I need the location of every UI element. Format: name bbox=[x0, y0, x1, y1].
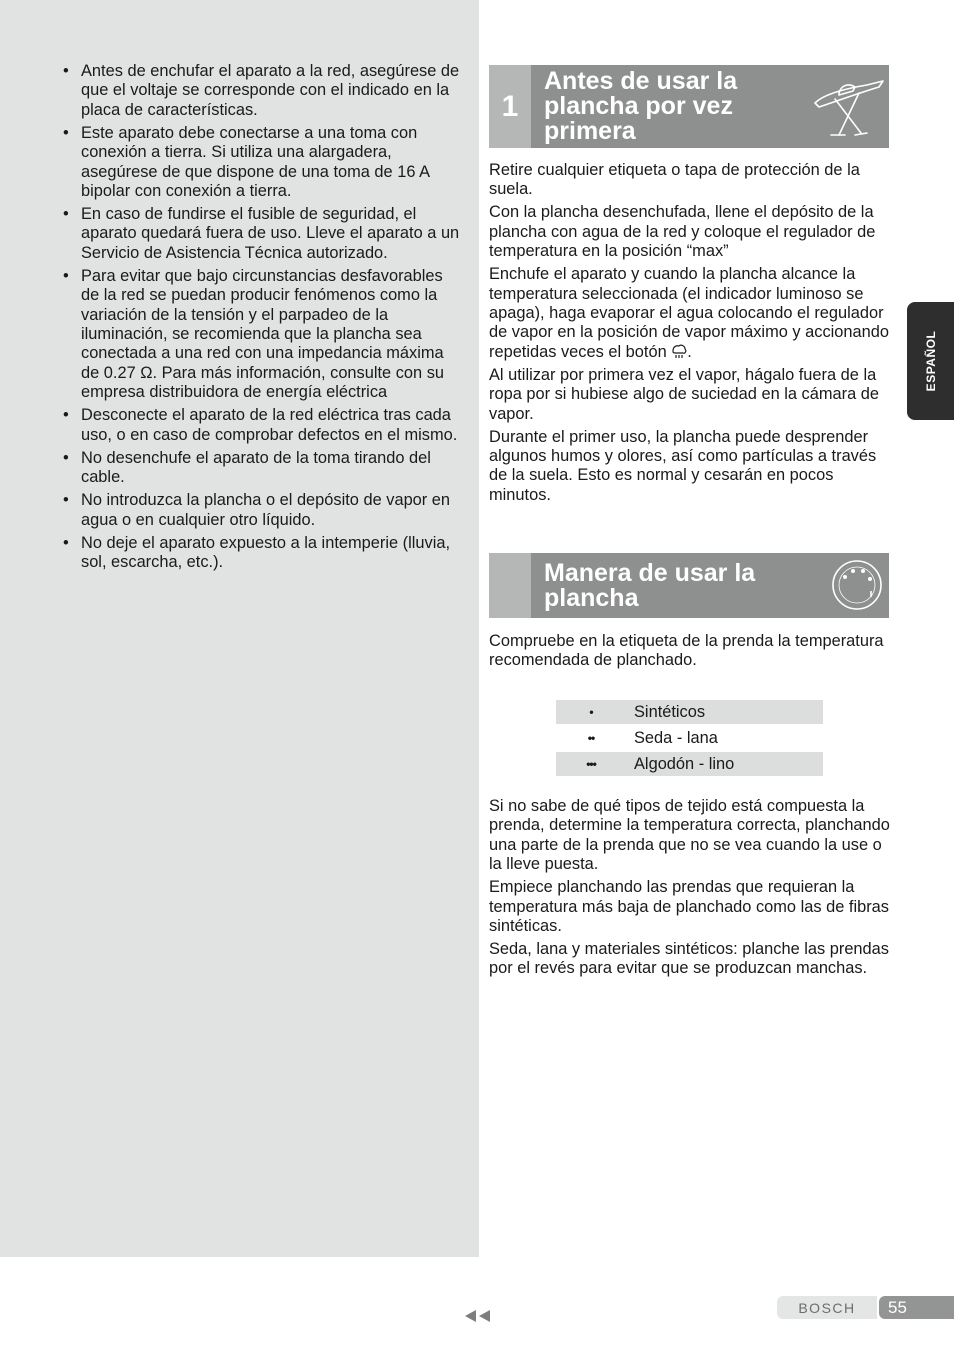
paragraph: Empiece planchando las prendas que requieran la temperatura más baja de planchado como las de fibras sintéticas. bbox=[489, 878, 889, 936]
fabric-cell: Sintéticos bbox=[626, 700, 823, 724]
section1-number: 1 bbox=[489, 65, 531, 148]
double-arrow-left-icon[interactable] bbox=[464, 1309, 492, 1328]
paragraph: Seda, lana y materiales sintéticos: planche las prendas por el revés para evitar que se produzcan manchas. bbox=[489, 940, 889, 978]
ironing-board-icon bbox=[809, 73, 885, 146]
list-item: • Para evitar que bajo circunstancias desfavorables de la red se puedan producir fenómenos como la variación de la tensión y el parpadeo de la iluminación, se recomienda que la plancha sea conectada a una red con una impedancia máxima de 0.27 Ω. Para más información, consulte con su empresa distribuidora de energía eléctrica bbox=[62, 267, 464, 403]
page-number: 55 bbox=[879, 1296, 954, 1319]
paragraph: Enchufe el aparato y cuando la plancha alcance la temperatura seleccionada (el indicador luminoso se apaga), haga evaporar el agua colocando el regulador de vapor en la posición de vapor máximo y accionando repetidas veces el botón . bbox=[489, 265, 889, 361]
fabric-cell: Seda - lana bbox=[634, 728, 718, 747]
section2-number-box bbox=[489, 553, 531, 618]
section2-body bbox=[489, 797, 891, 982]
dots-cell: •• bbox=[587, 731, 595, 745]
paragraph: Si no sabe de qué tipos de tejido está compuesta la prenda, determine la temperatura correcta, planchando una parte de la prenda que no se vea cuando la use o la lleve puesta. bbox=[489, 797, 890, 874]
section2-header bbox=[489, 553, 889, 618]
steam-burst-icon bbox=[671, 343, 687, 361]
list-item: • Desconecte el aparato de la red eléctrica tras cada uso, o en caso de comprobar defectos en el mismo. bbox=[62, 406, 464, 445]
list-item: • En caso de fundirse el fusible de seguridad, el aparato quedará fuera de uso. Lleve el aparato a un Servicio de Asistencia Técnica autorizado. bbox=[62, 205, 464, 263]
list-item: • Antes de enchufar el aparato a la red, asegúrese de que el voltaje se corresponde con el indicado en la placa de características. bbox=[62, 62, 464, 120]
dots-cell: • bbox=[556, 700, 626, 724]
dots-cell: ••• bbox=[556, 752, 626, 776]
paragraph: Al utilizar por primera vez el vapor, hágalo fuera de la ropa por si hubiese algo de suciedad en la cámara de vapor. bbox=[489, 365, 879, 423]
section1-body bbox=[489, 161, 891, 509]
language-tab-label: ESPAÑOL bbox=[923, 330, 938, 392]
section1-title: Antes de usar la plancha por vez primera bbox=[544, 67, 738, 145]
brand-label: BOSCH bbox=[777, 1296, 877, 1319]
safety-bullet-list bbox=[62, 62, 464, 576]
table-row bbox=[556, 726, 823, 750]
section2-intro bbox=[489, 632, 891, 674]
paragraph: Compruebe en la etiqueta de la prenda la temperatura recomendada de planchado. bbox=[489, 632, 884, 670]
language-tab bbox=[907, 302, 954, 420]
paragraph: Durante el primer uso, la plancha puede desprender algunos humos y olores, así como partículas a través de la suela. Esto es normal y cesarán en pocos minutos. bbox=[489, 427, 877, 504]
list-item: • No desenchufe el aparato de la toma tirando del cable. bbox=[62, 449, 464, 488]
section1-header bbox=[489, 65, 889, 148]
temperature-table bbox=[556, 700, 823, 776]
temperature-dial-icon bbox=[831, 559, 883, 616]
list-item: • No deje el aparato expuesto a la intemperie (lluvia, sol, escarcha, etc.). bbox=[62, 534, 464, 573]
paragraph: Con la plancha desenchufada, llene el depósito de la plancha con agua de la red y coloque el regulador de temperatura en la posición “max” bbox=[489, 203, 876, 261]
section2-title: Manera de usar la plancha bbox=[544, 559, 756, 612]
left-panel bbox=[0, 0, 479, 1257]
paragraph: Retire cualquier etiqueta o tapa de protección de la suela. bbox=[489, 161, 860, 199]
fabric-cell: Algodón - lino bbox=[626, 752, 823, 776]
list-item: • Este aparato debe conectarse a una toma con conexión a tierra. Si utiliza una alargadera, asegúrese de que dispone de una toma de 16 A bipolar con conexión a tierra. bbox=[62, 124, 464, 202]
list-item: • No introduzca la plancha o el depósito de vapor en agua o en cualquier otro líquido. bbox=[62, 491, 464, 530]
table-row bbox=[556, 700, 823, 724]
table-row bbox=[556, 752, 823, 776]
